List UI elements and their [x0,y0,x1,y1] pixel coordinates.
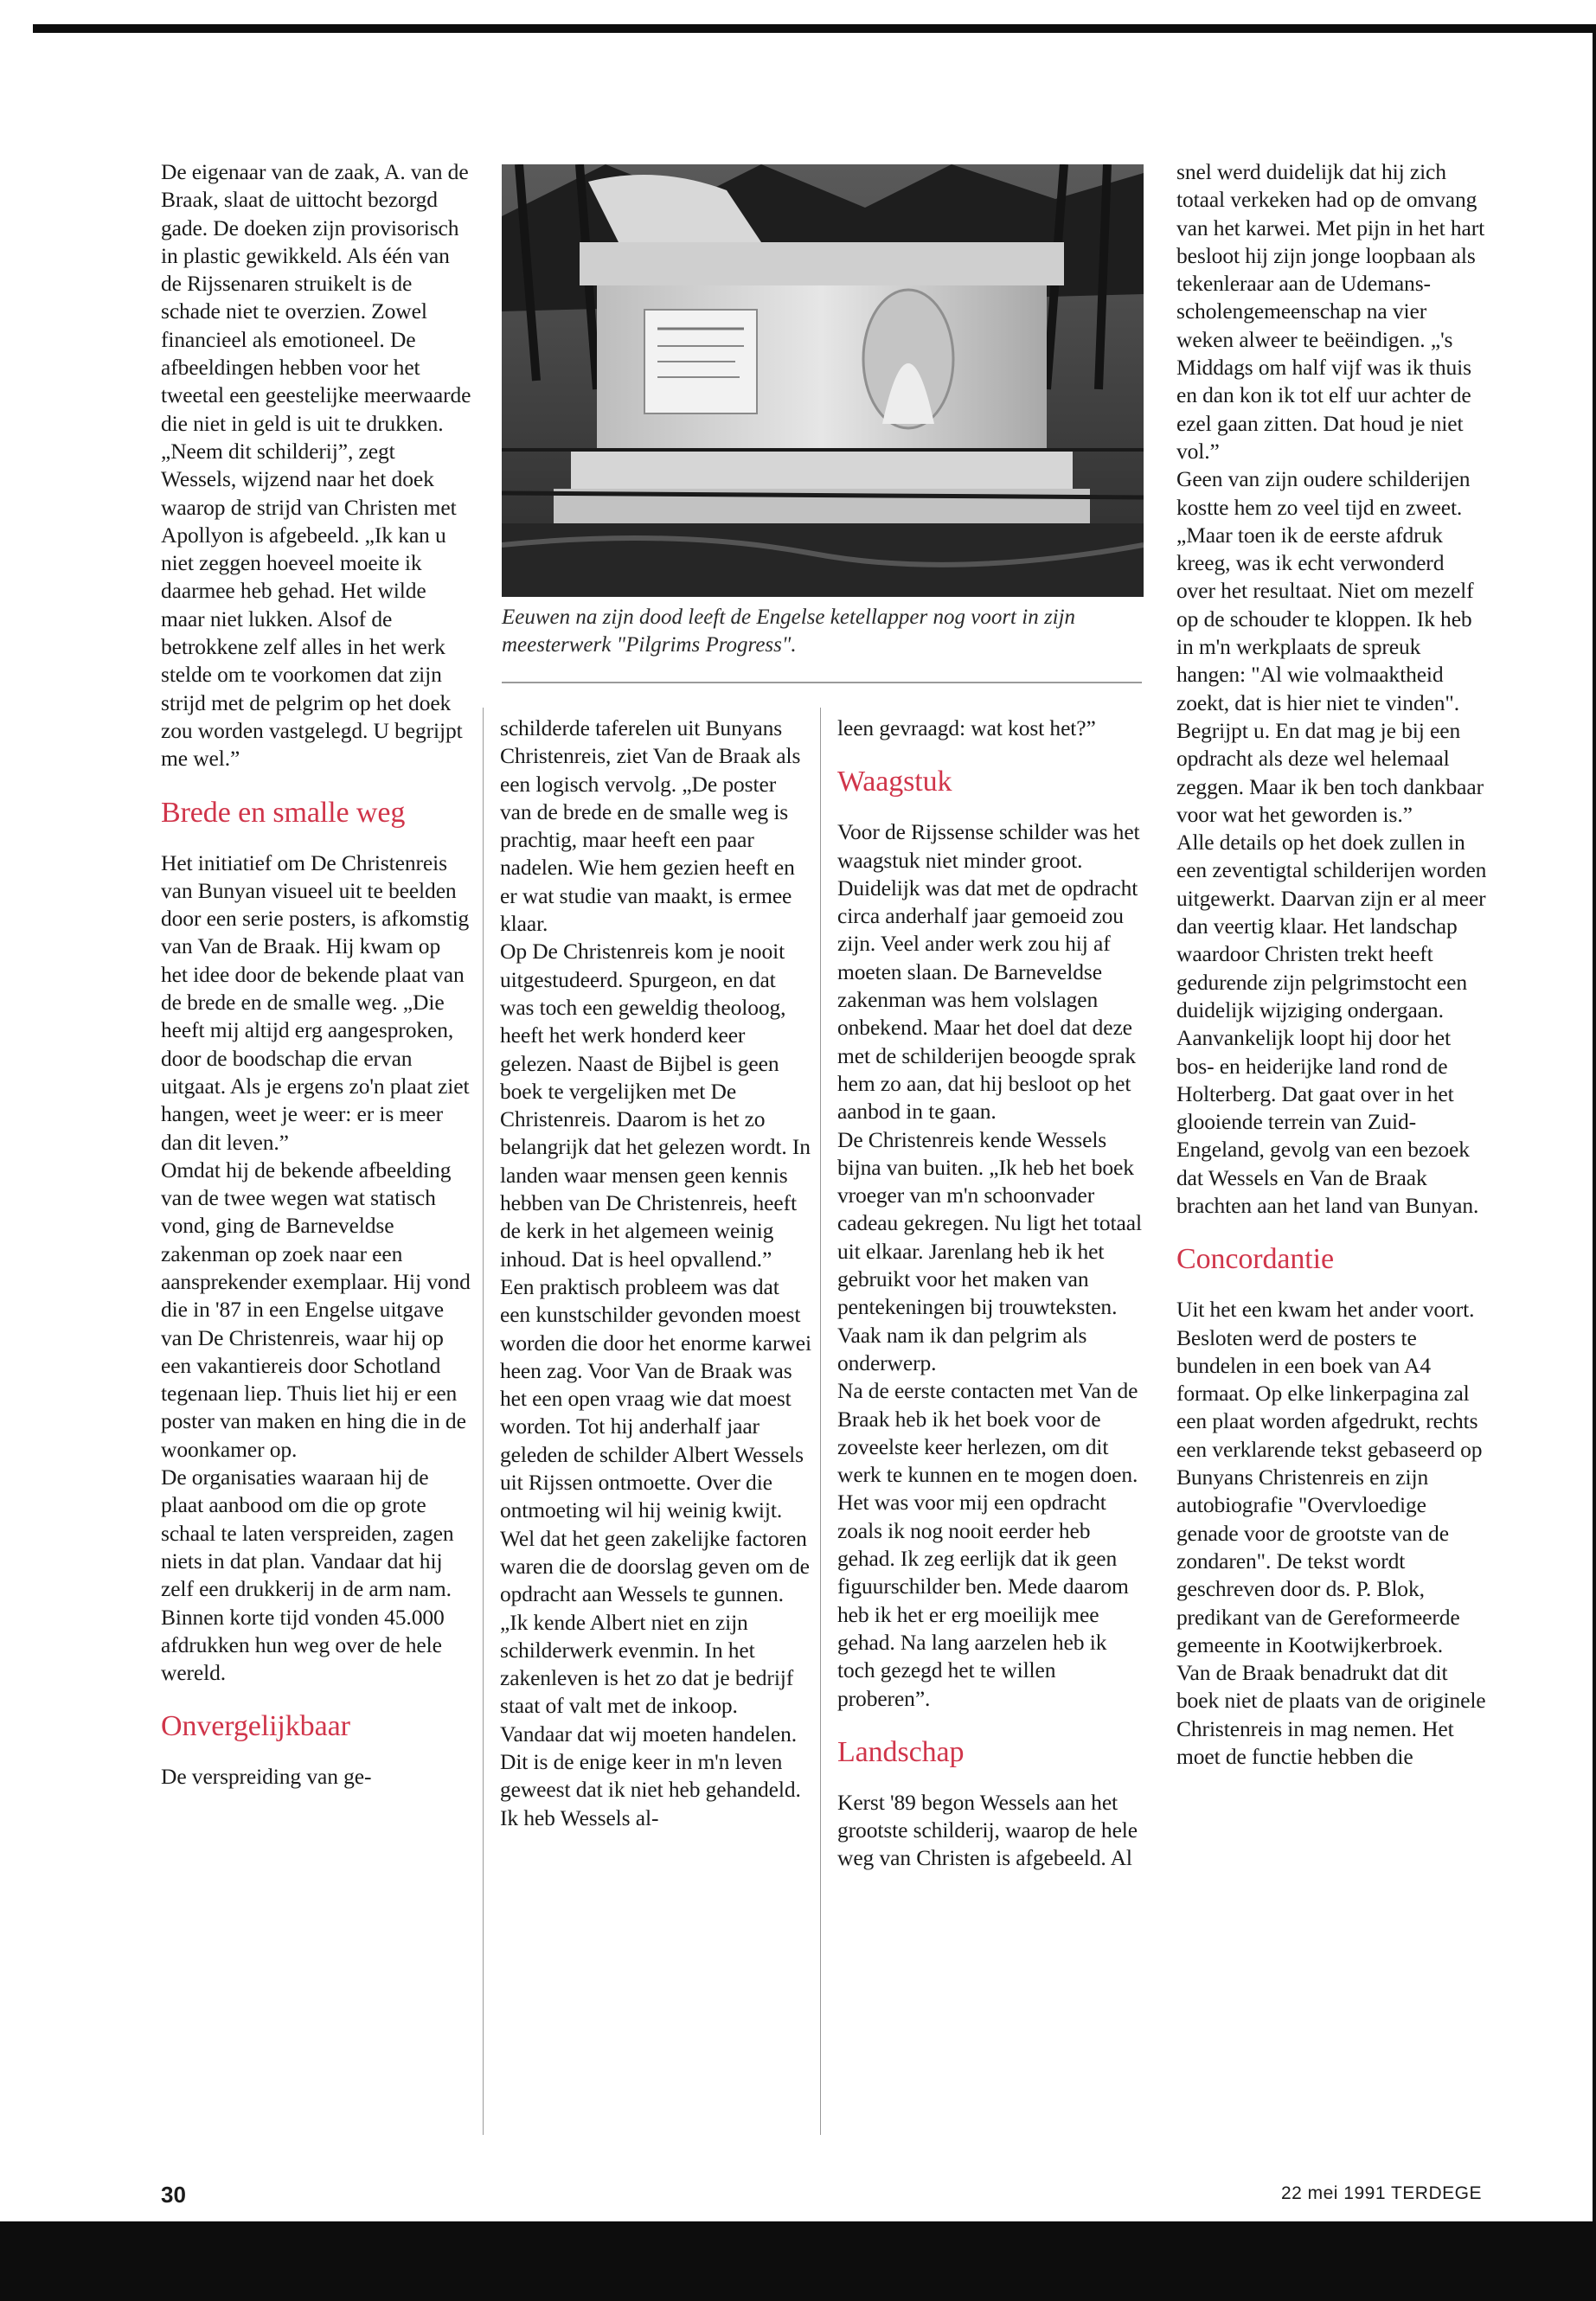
paragraph: Geen van zijn oudere schilderijen kostte hem zo veel tijd en zweet. „Maar toen ik de eerste afdruk kreeg, was ik echt verwonderd over het resultaat. Niet om mezelf op de schouder te kloppen. Ik heb in m'n werkplaats de spreuk hangen: "Al wie volmaaktheid zoekt, dat is hier niet te vinden". Begrijpt u. En dat mag je bij een opdracht als deze wel helemaal zeggen. Maar ik ben toch dankbaar voor wat het geworden is.” [1176,466,1484,827]
paragraph: snel werd duidelijk dat hij zich totaal verkeken had op de omvang van het karwei. Met pijn in het hart besloot hij zijn jonge loopbaan als tekenleraar aan de Udemans-scholengemeenschap na vier weken alweer te beëindigen. „'s Middags om half vijf was ik thuis en dan kon ik tot elf uur achter de ezel gaan zitten. Dat houd je niet vol.” [1176,159,1485,464]
paragraph: Kerst '89 begon Wessels aan het grootste schilderij, waarop de hele weg van Christen is afgebeeld. Al [837,1789,1138,1871]
column-divider [483,708,484,2135]
article-column-1 [161,158,472,1791]
paragraph: De verspreiding van ge- [161,1764,372,1790]
paragraph: De organisaties waaraan hij de plaat aanbood om die op grote schaal te laten verspreiden, zagen niets in dat plan. Vandaar dat hij zelf een drukkerij in de arm nam. Binnen korte tijd vonden 45.000 afdrukken hun weg over de hele wereld. [161,1465,454,1686]
section-heading-brede-en-smalle-weg: Brede en smalle weg [161,796,406,829]
paragraph: Uit het een kwam het ander voort. Besloten werd de posters te bundelen in een boek van A4 formaat. Op elke linkerpagina zal een plaat worden afgedrukt, rechts een verklarende tekst gebaseerd op Bunyans Christenreis en zijn autobiografie "Overvloedige genade voor de grootste van de zondaren". De tekst wordt geschreven door ds. P. Blok, predikant van de Gereformeerde gemeente in Kootwijkerbroek. [1176,1297,1483,1657]
paragraph: De Christenreis kende Wessels bijna van buiten. „Ik heb het boek vroeger van m'n schoonvader cadeau gekregen. Nu ligt het totaal uit elkaar. Jarenlang heb ik het gebruikt voor het maken van pentekeningen bij trouwteksten. Vaak nam ik dan pelgrim als onderwerp. [837,1126,1142,1375]
paragraph: Voor de Rijssense schilder was het waagstuk niet minder groot. Duidelijk was dat met de opdracht circa anderhalf jaar gemoeid zou zijn. Veel ander werk zou hij af moeten slaan. De Barneveldse zakenman was hem volslagen onbekend. Maar het doel dat deze met de schilderijen beoogde sprak hem zo aan, dat hij besloot op het aanbod in te gaan. [837,819,1140,1125]
paragraph: Alle details op het doek zullen in een zeventigtal schilderijen worden uitgewerkt. Daarvan zijn er al meer dan veertig klaar. Het landschap waardoor Christen trekt heeft gedurende zijn pelgrimstocht een duidelijk wijziging ondergaan. Aanvankelijk loopt hij door het bos- en heiderijke land rond de Holterberg. Dat gaat over in het glooiende terrein van Zuid-Engeland, gevolg van een bezoek dat Wessels en Van de Braak brachten aan het land van Bunyan. [1176,830,1487,1218]
bottom-frame-bar [0,2221,1596,2301]
monument-photo [502,164,1144,597]
section-heading-concordantie: Concordantie [1176,1243,1334,1276]
paragraph: Omdat hij de bekende afbeelding van de twee wegen wat statisch vond, ging de Barneveldse zakenman op zoek naar een aansprekender exemplaar. Hij vond die in '87 in een Engelse uitgave van De Christenreis, waar hij op een vakantiereis door Schotland tegenaan liep. Thuis liet hij er een poster van maken en hing die in de woonkamer op. [161,1157,471,1462]
monument-photo-image [502,164,1144,597]
right-frame-bar [1593,24,1596,2221]
section-heading-waagstuk: Waagstuk [837,766,952,798]
page-number: 30 [161,2182,186,2208]
paragraph: Op De Christenreis kom je nooit uitgestudeerd. Spurgeon, en dat was toch een geweldig theoloog, heeft het werk honderd keer gelezen. Naast de Bijbel is geen boek te vergelijken met De Christenreis. Daarom is het zo belangrijk dat het gelezen wordt. In landen waar mensen geen kennis hebben van De Christenreis, heeft de kerk in het algemeen weinig inhoud. Dat is heel opvallend.” [500,939,811,1272]
article-column-2 [500,715,811,1832]
issue-date-publication: 22 mei 1991 TERDEGE [1280,2183,1482,2203]
column-divider [820,708,821,2135]
caption-divider [502,682,1142,683]
paragraph: schilderde taferelen uit Bunyans Christenreis, ziet Van de Braak als een logisch vervolg. „De poster van de brede en de smalle weg is prachtig, maar heeft een paar nadelen. Wie hem gezien heeft en er wat studie van maakt, is ermee klaar. [500,715,801,937]
paragraph: leen gevraagd: wat kost het?” [837,715,1096,740]
section-heading-onvergelijkbaar: Onvergelijkbaar [161,1710,350,1743]
photo-caption: Eeuwen na zijn dood leeft de Engelse ketellapper nog voort in zijn meesterwerk "Pilgrims Progress". [502,606,1076,657]
paragraph: Van de Braak benadrukt dat dit boek niet de plaats van de originele Christenreis in mag nemen. Het moet de functie hebben die [1176,1660,1486,1770]
paragraph: Het initiatief om De Christenreis van Bunyan visueel uit te beelden door een serie posters, is afkomstig van Van de Braak. Hij kwam op het idee door de bekende plaat van de brede en de smalle weg. „Die heeft mij altijd erg aangesproken, door de boodschap die ervan uitgaat. Als je ergens zo'n plaat ziet hangen, weet je weer: er is meer dan dit leven.” [161,849,470,1155]
paragraph: Na de eerste contacten met Van de Braak heb ik het boek voor de zoveelste keer herlezen, om dit werk te kunnen en te mogen doen. Het was voor mij een opdracht zoals ik nog nooit eerder heb gehad. Ik zeg eerlijk dat ik geen figuurschilder ben. Mede daarom heb ik het er erg moeilijk mee gehad. Na lang aarzelen heb ik toch gezegd het te willen proberen”. [837,1378,1138,1711]
paragraph: De eigenaar van de zaak, A. van de Braak, slaat de uittocht bezorgd gade. De doeken zijn provisorisch in plastic gewikkeld. Als één van de Rijssenaren struikelt is de schade niet te overzien. Zowel financieel als emotioneel. De afbeeldingen hebben voor het tweetal een geestelijke meerwaarde die niet in geld is uit te drukken. [161,159,471,436]
paragraph: Een praktisch probleem was dat een kunstschilder gevonden moest worden die door het enorme karwei heen zag. Voor Van de Braak was het een open vraag wie dat moest worden. Tot hij anderhalf jaar geleden de schilder Albert Wessels uit Rijssen ontmoette. Over die ontmoeting wil hij weinig kwijt. Wel dat het geen zakelijke factoren waren die de doorslag geven om de opdracht aan Wessels te gunnen. „Ik kende Albert niet en zijn schilderwerk evenmin. In het zakenleven is het zo dat je bedrijf staat of valt met de inkoop. Vandaar dat wij moeten handelen. Dit is de enige keer in m'n leven geweest dat ik niet heb gehandeld. Ik heb Wessels al- [500,1273,811,1830]
paragraph: „Neem dit schilderij”, zegt Wessels, wijzend naar het doek waarop de strijd van Christen met Apollyon is afgebeeld. „Ik kan u niet zeggen hoeveel moeite ik daarmee heb gehad. Het wilde maar niet lukken. Alsof de betrokkene zelf alles in het werk stelde om te voorkomen dat zijn strijd met de pelgrim op het doek zou worden vastgelegd. U begrijpt me wel.” [161,438,463,772]
top-frame-bar [33,24,1596,33]
article-column-4 [1176,158,1488,1771]
article-column-3 [837,715,1149,1873]
section-heading-landschap: Landschap [837,1735,965,1768]
